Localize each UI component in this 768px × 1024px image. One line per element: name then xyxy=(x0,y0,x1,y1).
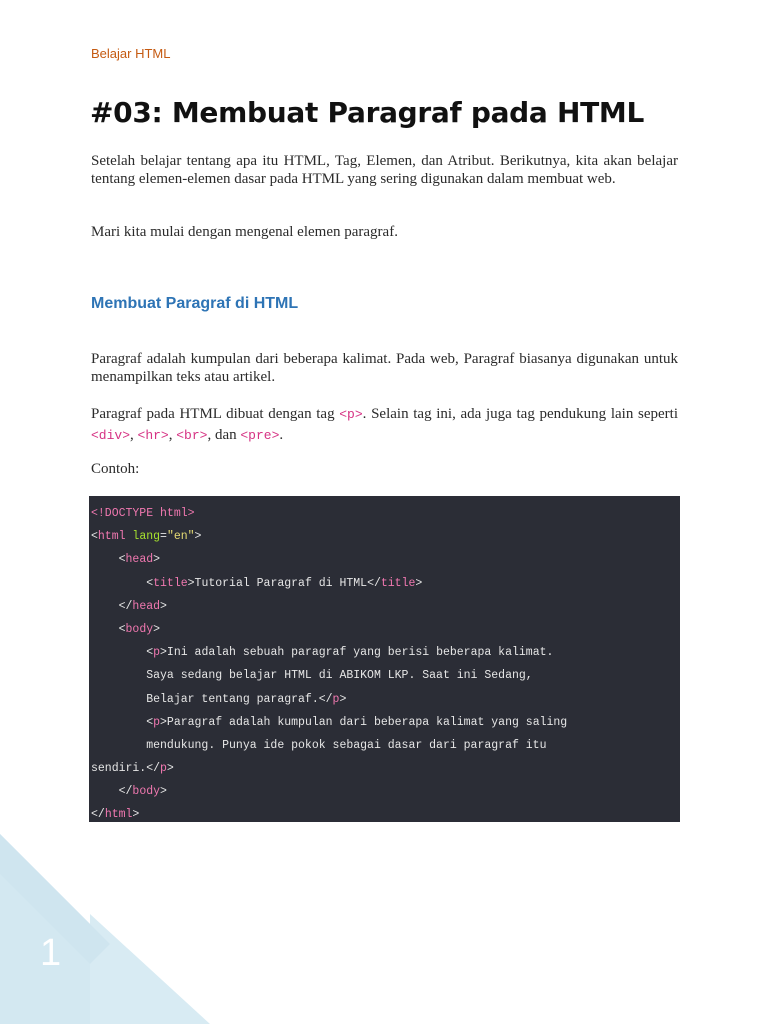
page-title: #03: Membuat Paragraf pada HTML xyxy=(90,96,645,129)
code-token: < xyxy=(91,622,126,636)
code-token: head xyxy=(125,553,154,567)
code-token: < xyxy=(91,646,154,660)
code-line xyxy=(89,548,680,571)
code-token: Saya sedang belajar HTML di ABIKOM LKP. Saat ini Sedang, xyxy=(91,669,533,683)
code-line xyxy=(89,525,680,548)
code-line xyxy=(89,618,680,641)
code-token: html xyxy=(104,808,133,822)
code-line xyxy=(89,641,680,664)
section-paragraph-1: Paragraf adalah kumpulan dari beberapa kalimat. Pada web, Paragraf biasanya digunakan untuk menampilkan teks atau artikel. xyxy=(91,351,678,385)
example-label: Contoh: xyxy=(91,461,140,477)
code-token: > xyxy=(194,530,202,544)
code-token: mendukung. Punya ide pokok sebagai dasar dari paragraf itu xyxy=(91,738,547,752)
section-heading: Membuat Paragraf di HTML xyxy=(91,295,299,312)
code-block xyxy=(89,496,680,822)
code-token: title xyxy=(153,576,188,590)
page-number: 1 xyxy=(40,932,62,974)
code-token: body xyxy=(132,785,161,799)
code-line xyxy=(89,780,680,803)
code-token: Belajar tentang paragraf.</ xyxy=(91,692,333,706)
code-token: p xyxy=(332,692,340,706)
code-line xyxy=(89,688,680,711)
code-token: < xyxy=(91,576,154,590)
code-token: body xyxy=(125,622,154,636)
code-token: > xyxy=(160,599,167,613)
separator-text: , xyxy=(168,427,177,443)
code-token: sendiri.</ xyxy=(91,762,161,776)
code-token: > xyxy=(153,622,161,636)
code-token: </ xyxy=(91,785,133,799)
paragraph-text: . Selain tag ini, ada juga tag pendukung lain seperti xyxy=(362,406,678,422)
paragraph-text: Paragraf pada HTML dibuat dengan tag xyxy=(91,406,340,422)
code-token: </ xyxy=(91,808,105,822)
intro-paragraph-2: Mari kita mulai dengan mengenal elemen paragraf. xyxy=(91,224,398,240)
code-token: p xyxy=(153,646,161,660)
code-token: <!DOCTYPE html> xyxy=(91,507,195,520)
code-line xyxy=(89,595,680,618)
inline-tag-pre: <pre> xyxy=(240,428,280,443)
inline-tag-hr: <hr> xyxy=(137,428,169,443)
code-token: < xyxy=(91,553,126,567)
header-label: Belajar HTML xyxy=(91,46,171,61)
code-line xyxy=(89,711,680,734)
intro-paragraph-1: Setelah belajar tentang apa itu HTML, Tag, Elemen, dan Atribut. Berikutnya, kita akan belajar tentang elemen-elemen dasar pada HTML yang sering digunakan dalam membuat web. xyxy=(91,153,678,187)
code-line xyxy=(89,502,680,525)
code-token: </ xyxy=(91,599,133,613)
code-token: >Tutorial Paragraf di HTML</ xyxy=(187,576,381,590)
paragraph-text: . xyxy=(279,427,284,443)
code-token: < xyxy=(91,715,154,729)
code-token: > xyxy=(132,808,140,822)
corner-decoration xyxy=(0,794,230,1024)
code-token: = xyxy=(160,530,167,544)
code-token: > xyxy=(415,576,423,590)
separator-text: , dan xyxy=(207,427,241,443)
code-token: head xyxy=(132,599,161,613)
code-token: lang xyxy=(125,530,161,544)
code-line xyxy=(89,664,680,687)
code-line xyxy=(89,734,680,757)
code-line xyxy=(89,572,680,595)
code-token: > xyxy=(166,762,174,776)
separator-text: , xyxy=(130,427,138,443)
code-token: html xyxy=(97,530,126,544)
code-line xyxy=(89,757,680,780)
code-token: >Ini adalah sebuah paragraf yang berisi beberapa kalimat. xyxy=(160,646,554,660)
code-token: p xyxy=(153,715,161,729)
inline-tag-div: <div> xyxy=(91,428,131,443)
code-token: > xyxy=(153,553,161,567)
code-token: > xyxy=(160,785,167,799)
section-paragraph-2 xyxy=(91,404,678,446)
code-token: "en" xyxy=(166,530,195,544)
code-token: > xyxy=(339,692,347,706)
inline-tag-br: <br> xyxy=(176,428,208,443)
code-token: < xyxy=(91,530,98,544)
code-token: p xyxy=(160,762,167,776)
inline-tag-p: <p> xyxy=(339,407,363,422)
code-token: title xyxy=(380,576,416,590)
code-token: >Paragraf adalah kumpulan dari beberapa kalimat yang saling xyxy=(160,715,568,729)
code-line xyxy=(89,803,680,826)
